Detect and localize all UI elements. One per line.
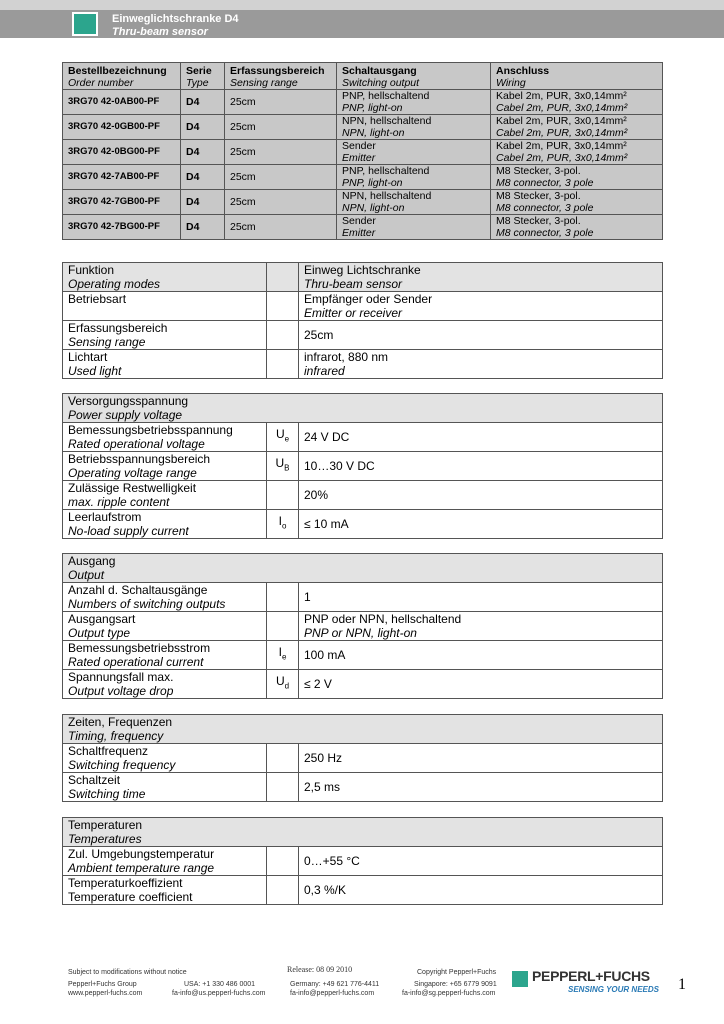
series: D4 xyxy=(181,215,225,240)
table-row: Bemessungsbetriebsspannung Rated operational voltage $U_e$ 24 V DC xyxy=(63,423,663,452)
table-row: Ausgang Output xyxy=(63,554,663,583)
sensing-range: 25cm xyxy=(225,165,337,190)
footer-singapore: Singapore: +65 6779 9091 fa-info@sg.pepperl-fuchs.com xyxy=(402,981,497,997)
table-row xyxy=(63,215,663,240)
table-row: Bemessungsbetriebsstrom Rated operational current $I_e$ 100 mA xyxy=(63,641,663,670)
series: D4 xyxy=(181,140,225,165)
switching-output: NPN, hellschaltend NPN, light-on xyxy=(337,115,491,140)
series: D4 xyxy=(181,165,225,190)
table-row: Funktion Operating modes Einweg Lichtschranke Thru-beam sensor xyxy=(63,263,663,292)
power-supply-table xyxy=(62,393,663,539)
series: D4 xyxy=(181,115,225,140)
footer-germany: Germany: +49 621 776-4411 fa-info@pepperl-fuchs.com xyxy=(290,981,380,997)
order-table-header xyxy=(63,63,663,90)
table-row xyxy=(63,140,663,165)
table-row: Schaltzeit Switching time 2,5 ms xyxy=(63,773,663,802)
sensing-range: 25cm xyxy=(225,190,337,215)
table-row xyxy=(63,115,663,140)
switching-output: NPN, hellschaltend NPN, light-on xyxy=(337,190,491,215)
sensing-range: 25cm xyxy=(225,115,337,140)
table-row: Zul. Umgebungstemperatur Ambient temperature range 0…+55 °C xyxy=(63,847,663,876)
footer-copyright: Copyright Pepperl+Fuchs xyxy=(417,969,497,976)
series: D4 xyxy=(181,190,225,215)
header-top-strip xyxy=(0,0,724,10)
table-row: Versorgungsspannung Power supply voltage xyxy=(63,394,663,423)
page-title: Einweglichtschranke D4 xyxy=(112,13,239,25)
table-row: Ausgangsart Output type PNP oder NPN, hellschaltend PNP or NPN, light-on xyxy=(63,612,663,641)
switching-output: Sender Emitter xyxy=(337,140,491,165)
switching-output: PNP, hellschaltend PNP, light-on xyxy=(337,165,491,190)
order-number: 3RG70 42-0BG00-PF xyxy=(63,140,181,165)
order-table xyxy=(62,62,663,240)
order-number: 3RG70 42-7GB00-PF xyxy=(63,190,181,215)
col-header-type: Serie Type xyxy=(181,63,225,90)
output-table xyxy=(62,553,663,699)
table-row xyxy=(63,90,663,115)
table-row: Zulässige Restwelligkeit max. ripple content 20% xyxy=(63,481,663,510)
table-row: Temperaturkoeffizient Temperature coefficient 0,3 %/K xyxy=(63,876,663,905)
table-row: Schaltfrequenz Switching frequency 250 Hz xyxy=(63,744,663,773)
sensing-range: 25cm xyxy=(225,215,337,240)
table-row: Zeiten, Frequenzen Timing, frequency xyxy=(63,715,663,744)
footer-group: Pepperl+Fuchs Group www.pepperl-fuchs.com xyxy=(68,981,143,997)
footer-usa: USA: +1 330 486 0001 fa-info@us.pepperl-fuchs.com xyxy=(172,981,266,997)
wiring: Kabel 2m, PUR, 3x0,14mm² Cabel 2m, PUR, 3x0,14mm² xyxy=(491,140,663,165)
sensing-range: 25cm xyxy=(225,90,337,115)
table-row xyxy=(63,165,663,190)
page-header-bar xyxy=(0,0,724,38)
wiring: M8 Stecker, 3-pol. M8 connector, 3 pole xyxy=(491,165,663,190)
wiring: Kabel 2m, PUR, 3x0,14mm² Cabel 2m, PUR, 3x0,14mm² xyxy=(491,90,663,115)
col-header-wiring: Anschluss Wiring xyxy=(491,63,663,90)
footer-release: Release: 08 09 2010 xyxy=(287,965,353,974)
timing-table xyxy=(62,714,663,802)
wiring: M8 Stecker, 3-pol. M8 connector, 3 pole xyxy=(491,190,663,215)
page-number: 1 xyxy=(678,976,686,993)
header-logo-square xyxy=(72,12,98,36)
order-number: 3RG70 42-7BG00-PF xyxy=(63,215,181,240)
table-row: Lichtart Used light infrarot, 880 nm infrared xyxy=(63,350,663,379)
order-number: 3RG70 42-0GB00-PF xyxy=(63,115,181,140)
series: D4 xyxy=(181,90,225,115)
wiring: M8 Stecker, 3-pol. M8 connector, 3 pole xyxy=(491,215,663,240)
col-header-switching-output: Schaltausgang Switching output xyxy=(337,63,491,90)
sensing-range: 25cm xyxy=(225,140,337,165)
col-header-order-number: Bestellbezeichnung Order number xyxy=(63,63,181,90)
order-number: 3RG70 42-0AB00-PF xyxy=(63,90,181,115)
pepperl-fuchs-mark-icon xyxy=(512,971,528,987)
temperatures-table xyxy=(62,817,663,905)
brand-tagline: SENSING YOUR NEEDS xyxy=(568,985,659,994)
table-row: Temperaturen Temperatures xyxy=(63,818,663,847)
table-row xyxy=(63,190,663,215)
table-row: Spannungsfall max. Output voltage drop $U_d$ ≤ 2 V xyxy=(63,670,663,699)
table-row: Betriebsspannungsbereich Operating voltage range $U_B$ 10…30 V DC xyxy=(63,452,663,481)
footer-notice: Subject to modifications without notice xyxy=(68,969,187,976)
table-row: Betriebsart Empfänger oder Sender Emitter or receiver xyxy=(63,292,663,321)
switching-output: Sender Emitter xyxy=(337,215,491,240)
operating-modes-table xyxy=(62,262,663,379)
table-row: Erfassungsbereich Sensing range 25cm xyxy=(63,321,663,350)
col-header-sensing-range: Erfassungsbereich Sensing range xyxy=(225,63,337,90)
wiring: Kabel 2m, PUR, 3x0,14mm² Cabel 2m, PUR, 3x0,14mm² xyxy=(491,115,663,140)
table-row: Anzahl d. Schaltausgänge Numbers of switching outputs 1 xyxy=(63,583,663,612)
brand-name: PEPPERL+FUCHS xyxy=(532,968,650,984)
switching-output: PNP, hellschaltend PNP, light-on xyxy=(337,90,491,115)
order-number: 3RG70 42-7AB00-PF xyxy=(63,165,181,190)
page-subtitle: Thru-beam sensor xyxy=(112,26,208,38)
table-row: Leerlaufstrom No-load supply current $I_o$ ≤ 10 mA xyxy=(63,510,663,539)
